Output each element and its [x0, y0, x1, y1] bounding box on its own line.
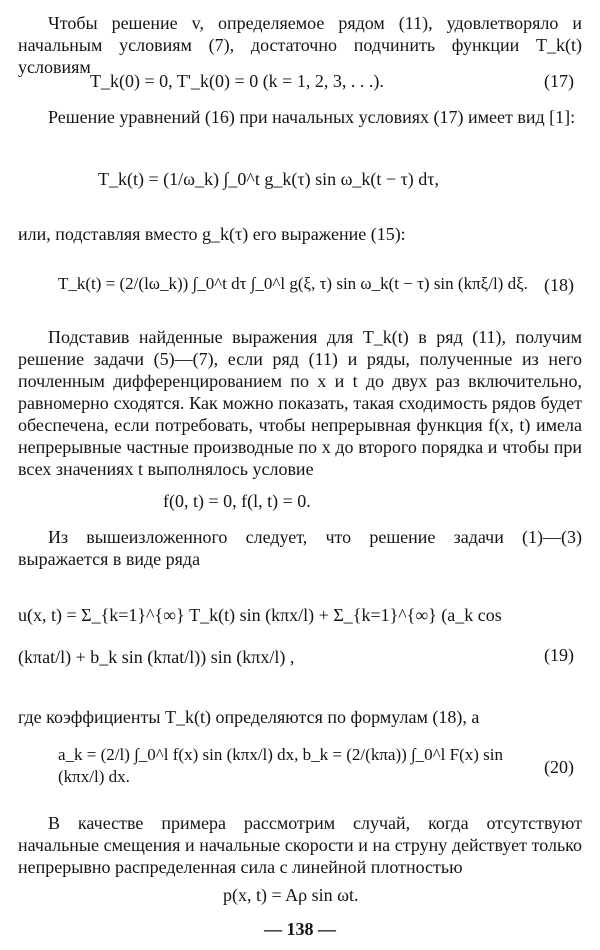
paragraph-7-text: В качестве примера рассмотрим случай, когда отсутствуют начальные смещения и начальные скорости и на струну действует только непрерывно распределенная сила с линейной плотностью: [18, 813, 582, 877]
equation-17: [18, 66, 582, 96]
equation-boundary: [18, 486, 582, 516]
equation-19-content: u(x, t) = Σ_{k=1}^{∞} T_k(t) sin (kπx/l) + Σ_{k=1}^{∞} (a_k cos (kπat/l) + b_k sin (kπat/l)) sin (kπx/l) ,: [18, 605, 502, 667]
equation-20: [18, 736, 582, 794]
paragraph-2: [18, 106, 582, 128]
paragraph-5: [18, 526, 582, 570]
equation-tk: [18, 148, 582, 210]
paragraph-4-text: Подставив найденные выражения для T_k(t) в ряд (11), получим решение задачи (5)—(7), если ряд (11) и ряды, полученные из него почленным дифференцированием по x и t до двух раз включительно, равномерно сходятся. Как можно показать, такая сходимость рядов будет обеспечена, если потребовать, чтобы непрерывная функция f(x, t) имела непрерывные частные производные по x до второго порядка и чтобы при всех значениях t выполнялось условие: [18, 327, 582, 479]
paragraph-6: [18, 706, 582, 728]
equation-19-number: (19): [544, 645, 574, 665]
equation-19: [18, 574, 582, 694]
paragraph-3-text: или, подставляя вместо g_k(τ) его выражение (15):: [18, 224, 406, 244]
paragraph-6-text: где коэффициенты T_k(t) определяются по формулам (18), а: [18, 707, 480, 727]
equation-force: [18, 880, 582, 910]
paragraph-7: [18, 812, 582, 878]
page-number: — 138 —: [264, 919, 336, 939]
equation-20-content: a_k = (2/l) ∫_0^l f(x) sin (kπx/l) dx, b_k = (2/(kπa)) ∫_0^l F(x) sin (kπx/l) dx.: [58, 745, 503, 786]
equation-tk-content: T_k(t) = (1/ω_k) ∫_0^t g_k(τ) sin ω_k(t − τ) dτ,: [98, 169, 440, 189]
paragraph-4: [18, 326, 582, 480]
equation-17-content: T_k(0) = 0, T'_k(0) = 0 (k = 1, 2, 3, . . .).: [90, 71, 384, 91]
paragraph-2-text: Решение уравнений (16) при начальных условиях (17) имеет вид [1]:: [48, 107, 576, 127]
equation-17-number: (17): [544, 71, 574, 91]
equation-18-content: T_k(t) = (2/(lω_k)) ∫_0^t dτ ∫_0^l g(ξ, τ) sin ω_k(t − τ) sin (kπξ/l) dξ.: [58, 274, 528, 293]
paragraph-1-text: Чтобы решение v, определяемое рядом (11), удовлетворяло и начальным условиям (7), достаточно подчинить функции T_k(t) условиям: [18, 13, 582, 77]
equation-force-content: p(x, t) = Aρ sin ωt.: [223, 885, 359, 905]
equation-boundary-content: f(0, t) = 0, f(l, t) = 0.: [163, 491, 311, 511]
book-page: [18, 0, 582, 950]
paragraph-3: [18, 223, 582, 245]
equation-18-number: (18): [544, 275, 574, 295]
paragraph-5-text: Из вышеизложенного следует, что решение задачи (1)—(3) выражается в виде ряда: [18, 527, 582, 569]
equation-18: [18, 254, 582, 316]
equation-20-number: (20): [544, 757, 574, 777]
